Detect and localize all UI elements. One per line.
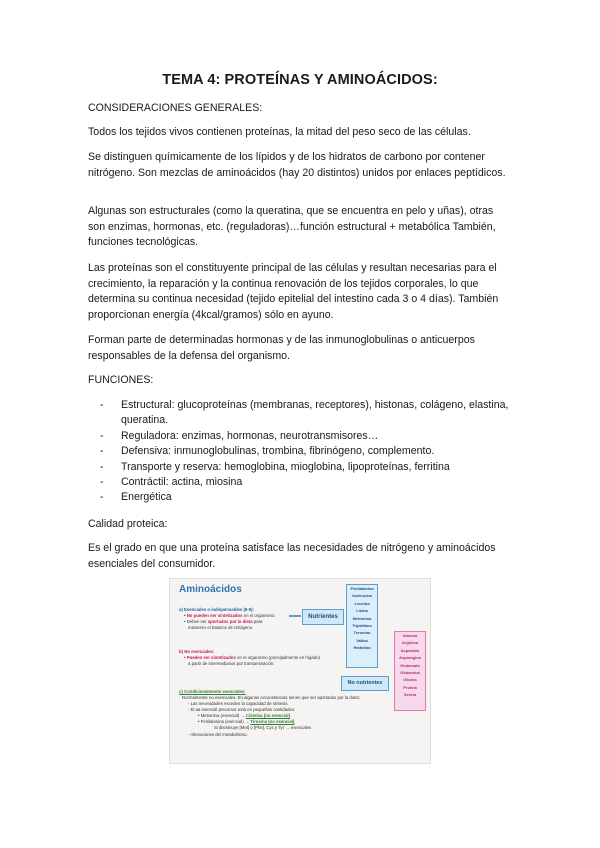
section-heading-calidad: Calidad proteica:: [88, 518, 168, 530]
essential-heading: a) Esenciales o indispensables (8-9):: [179, 607, 254, 612]
paragraph-2: Se distinguen químicamente de los lípidos y de los hidratos de carbono por contener nitrógeno. Son mezclas de aminoácidos (hay 20 distintos) unidos por enlaces peptídicos.: [88, 151, 506, 179]
no-nutrientes-box: No nutrientes: [341, 676, 389, 691]
aa-label: Asparagina: [399, 655, 421, 661]
aa-label: Glicina: [403, 677, 417, 683]
aa-label: Triptófano: [352, 623, 372, 629]
conditional-sub-3: - Alteraciones del metabolismo.: [188, 732, 248, 737]
conditional-line-1: Normalmente no esenciales. En algunas circunstancias tienen que ser aportados por la dieta:: [182, 695, 360, 700]
nonessential-bullet-1-cont: a partir de intermediarios por transaminación.: [188, 661, 275, 666]
list-item: - Reguladora: enzimas, hormonas, neurotransmisores…: [100, 429, 510, 444]
nonessential-aa-box: [394, 631, 426, 711]
aa-label: Serina: [403, 692, 417, 698]
list-dash: -: [100, 399, 104, 411]
conditional-sub-1: - Las necesidades exceden la capacidad de síntesis.: [188, 701, 289, 706]
list-dash: -: [100, 491, 104, 504]
aa-label: Treonina: [353, 630, 371, 636]
paragraph-6: Es el grado en que una proteína satisface las necesidades de nitrógeno y aminoácidos esenciales del consumidor.: [88, 542, 496, 570]
aa-label: Aspartato: [400, 647, 420, 653]
list-item: - Energética: [100, 490, 510, 505]
list-dash: -: [100, 445, 104, 458]
nutrientes-box: Nutrientes: [302, 609, 344, 625]
aa-label: Lisina: [356, 608, 368, 614]
list-dash: -: [100, 460, 104, 473]
aa-label: Leucina: [354, 600, 370, 606]
essential-bullet-2-cont: mantener el balance de nitrógeno.: [188, 625, 254, 630]
functions-list: [100, 398, 510, 506]
paragraph-3: Algunas son estructurales (como la queratina, que se encuentra en pelo y uñas), otras son enzimas, hormonas, etc. (reguladoras)…función estructural + metabólica También, funciones tecnológicas.: [88, 205, 496, 248]
conditional-sub-2: - El aa esencial precursor está en pequeñas cantidades:: [188, 707, 296, 712]
aa-label: Metionina: [352, 615, 372, 621]
list-dash: -: [100, 429, 104, 442]
list-item: - Contráctil: actina, miosina: [100, 475, 510, 490]
page-title: TEMA 4: PROTEÍNAS Y AMINOÁCIDOS:: [162, 72, 438, 88]
conditional-dim: Si disminuye [Met] o [Phe], Cys y Tyr → esenciales: [214, 725, 312, 730]
nonessential-bullet-1: • Pueden ser sintetizados en el organismo (principalmente en hígado): [184, 655, 320, 660]
figure-title: Aminoácidos: [179, 584, 242, 595]
list-item: - Estructural: glucoproteínas (membranas, receptores), histonas, colágeno, elastina, queratina.: [100, 399, 509, 427]
conditional-phe: • Fenilalanina (esencial) → Tirosina (no esencial): [198, 719, 295, 724]
conditional-heading: c) Condicionalmente esenciales:: [179, 689, 246, 694]
aa-label: Glutamina: [400, 670, 420, 676]
essential-bullet-1: • No pueden ser sintetizados en el organismo.: [184, 613, 276, 618]
aa-label: Fenilalanina: [350, 586, 374, 591]
list-item: - Defensiva: inmunoglobulinas, trombina, fibrinógeno, complemento.: [100, 444, 510, 459]
aa-label: Prolina: [403, 684, 417, 690]
nonessential-heading: b) No esenciales:: [179, 649, 215, 654]
section-heading-funciones: FUNCIONES:: [88, 374, 154, 386]
aa-label: Glutamato: [400, 662, 420, 668]
aa-label: Histidina: [353, 645, 371, 651]
arrow-to-nutrientes: [289, 615, 301, 617]
essential-bullet-2: • Deben ser aportados por la dieta para: [184, 619, 263, 624]
paragraph-1: Todos los tejidos vivos contienen proteínas, la mitad del peso seco de las células.: [88, 126, 471, 138]
aa-label: Valina: [356, 637, 368, 643]
section-heading-consideraciones: CONSIDERACIONES GENERALES:: [88, 102, 263, 114]
conditional-met: • Metionina (esencial) → Cisteína (no esencial): [198, 713, 291, 718]
paragraph-4: Las proteínas son el constituyente principal de las células y resultan necesarias para el crecimiento, la reparación y la continua renovación de los tejidos corporales, lo que determina su continua necesidad (tejido epitelial del intestino cada 3 o 4 días). También proporcionan energía (4kcal/gramos) sólo en ayuno.: [88, 262, 499, 321]
aa-label: Alanina: [402, 633, 418, 638]
paragraph-5: Forman parte de determinadas hormonas y de las inmunoglobulinas o anticuerpos responsables de la defensa del organismo.: [88, 334, 475, 362]
essential-aa-box: [346, 584, 378, 668]
list-item: - Transporte y reserva: hemoglobina, mioglobina, lipoproteínas, ferritina: [100, 460, 510, 475]
list-dash: -: [100, 476, 104, 489]
aa-label: Arginina: [401, 640, 419, 646]
aminoacidos-figure: [169, 578, 431, 764]
aa-label: Isoleucina: [352, 593, 372, 599]
